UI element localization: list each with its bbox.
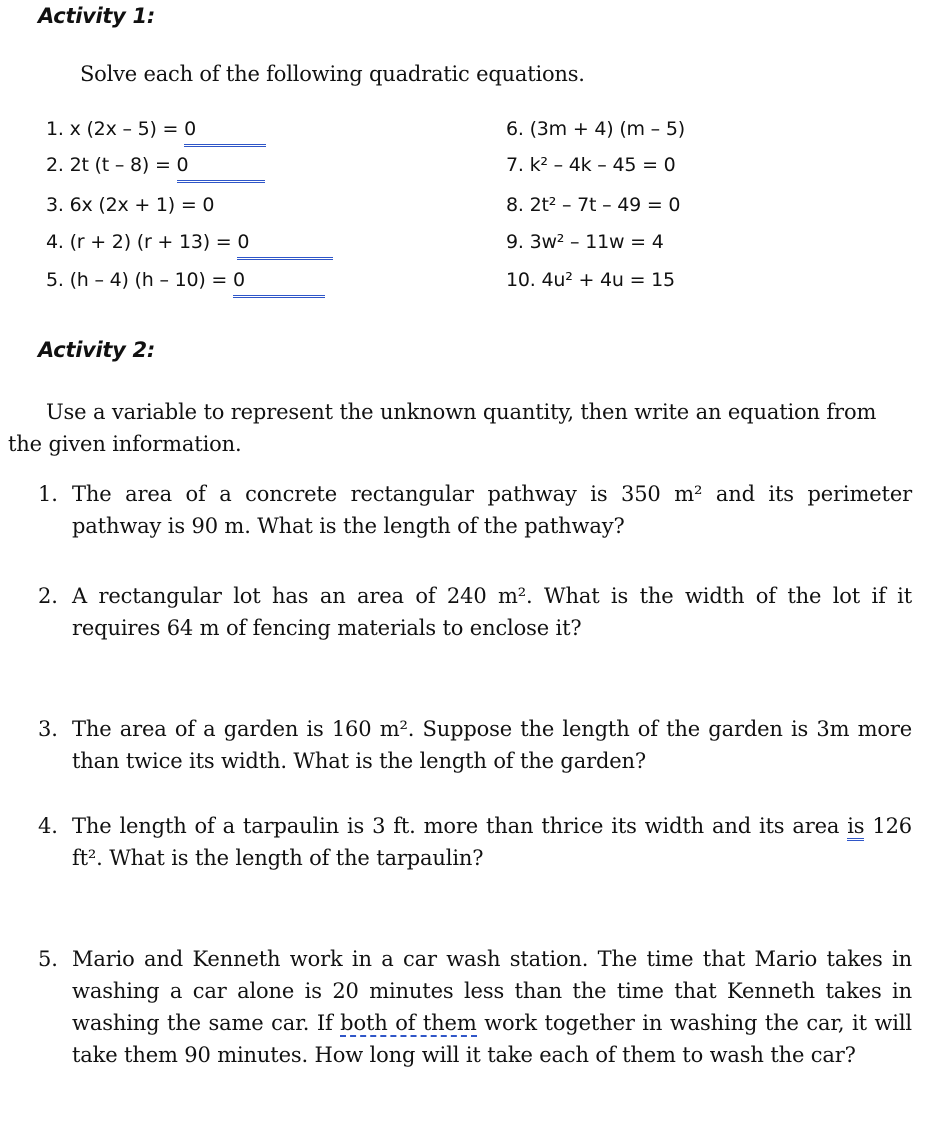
equation-9: 9. 3w² – 11w = 4 bbox=[506, 231, 664, 253]
activity-1-heading: Activity 1: bbox=[38, 4, 155, 28]
activity-1-instruction: Solve each of the following quadratic equations. bbox=[80, 62, 585, 86]
equation-3: 3. 6x (2x + 1) = 0 bbox=[46, 194, 215, 216]
equation-1: 1. x (2x – 5) = 0 bbox=[46, 118, 196, 140]
activity-2-heading: Activity 2: bbox=[38, 338, 155, 362]
equation-4: 4. (r + 2) (r + 13) = 0 bbox=[46, 231, 249, 253]
problem-2: 2. A rectangular lot has an area of 240 m². What is the width of the lot if it requires 64 m of fencing materials to enclose it? bbox=[38, 584, 912, 640]
equation-2: 2. 2t (t – 8) = 0 bbox=[46, 154, 188, 176]
equation-8: 8. 2t² – 7t – 49 = 0 bbox=[506, 194, 681, 216]
equation-5: 5. (h – 4) (h – 10) = 0 bbox=[46, 269, 245, 291]
activity-2-instruction: Use a variable to represent the unknown quantity, then write an equation from the given information. bbox=[8, 400, 877, 456]
equation-6: 6. (3m + 4) (m – 5) bbox=[506, 118, 685, 140]
equation-7: 7. k² – 4k – 45 = 0 bbox=[506, 154, 676, 176]
problem-1: 1. The area of a concrete rectangular pathway is 350 m² and its perimeter pathway is 90 m. What is the length of the pathway? bbox=[38, 482, 912, 538]
problem-5: 5. Mario and Kenneth work in a car wash station. The time that Mario takes in washing a car alone is 20 minutes less than the time that Kenneth takes in washing the same car. If both of them work together in washing the car, it will take them 90 minutes. How long will it take each of them to wash the car? bbox=[38, 947, 912, 1067]
problem-3: 3. The area of a garden is 160 m². Suppose the length of the garden is 3m more than twice its width. What is the length of the garden? bbox=[38, 717, 912, 773]
equation-10: 10. 4u² + 4u = 15 bbox=[506, 269, 675, 291]
problem-4: 4. The length of a tarpaulin is 3 ft. more than thrice its width and its area is 126 ft². What is the length of the tarpaulin? bbox=[38, 814, 912, 870]
